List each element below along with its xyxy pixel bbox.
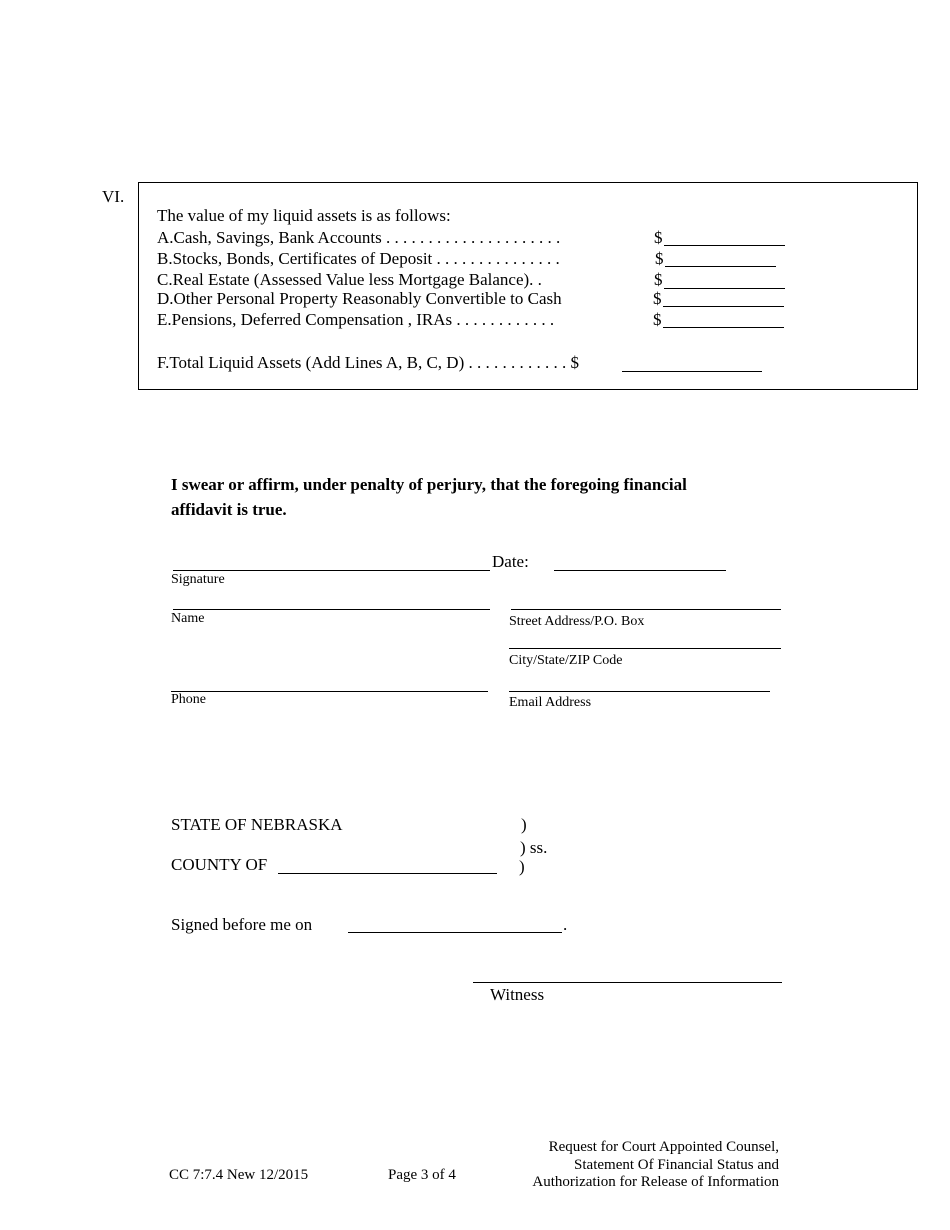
email-label: Email Address	[509, 695, 592, 710]
signed-before-label: Signed before me on	[171, 915, 313, 934]
line-d-currency: $	[653, 289, 662, 308]
city-state-zip-label: City/State/ZIP Code	[509, 653, 623, 668]
date-label: Date:	[492, 552, 529, 571]
line-f-label: F.Total Liquid Assets (Add Lines A, B, C, D) . . . . . . . . . . . . $	[157, 353, 579, 372]
footer-title-line-1: Request for Court Appointed Counsel,	[548, 1139, 779, 1155]
phone-field[interactable]	[171, 691, 488, 692]
footer-title-line-3: Authorization for Release of Information	[532, 1174, 779, 1190]
footer-form-id: CC 7:7.4 New 12/2015	[169, 1167, 309, 1183]
county-label: COUNTY OF	[171, 855, 268, 874]
line-b-amount-field[interactable]	[665, 266, 776, 267]
oath-line-1: I swear or affirm, under penalty of perjury, that the foregoing financial	[171, 475, 687, 494]
line-a-label: A.Cash, Savings, Bank Accounts . . . . . . . . . . . . . . . . . . . . .	[157, 228, 561, 247]
line-c-label: C.Real Estate (Assessed Value less Mortgage Balance). .	[157, 270, 542, 289]
witness-label: Witness	[490, 985, 545, 1004]
venue-paren-3: )	[519, 857, 525, 876]
email-field[interactable]	[509, 691, 770, 692]
venue-ss: ) ss.	[520, 838, 548, 857]
line-e-label: E.Pensions, Deferred Compensation , IRAs . . . . . . . . . . . .	[157, 310, 555, 329]
line-d-label: D.Other Personal Property Reasonably Convertible to Cash	[157, 289, 562, 308]
footer-page-number: Page 3 of 4	[388, 1167, 456, 1183]
street-address-label: Street Address/P.O. Box	[509, 614, 645, 629]
name-field[interactable]	[173, 609, 490, 610]
footer-title-line-2: Statement Of Financial Status and	[574, 1157, 779, 1173]
county-field[interactable]	[278, 873, 497, 874]
venue-paren-1: )	[521, 815, 527, 834]
phone-label: Phone	[171, 692, 206, 707]
city-state-zip-field[interactable]	[509, 648, 781, 649]
line-e-currency: $	[653, 310, 662, 329]
date-field[interactable]	[554, 570, 726, 571]
line-c-currency: $	[654, 270, 663, 289]
line-d-amount-field[interactable]	[663, 306, 784, 307]
name-label: Name	[171, 611, 205, 626]
street-address-field[interactable]	[511, 609, 781, 610]
liquid-assets-intro: The value of my liquid assets is as follows:	[157, 206, 451, 225]
signed-date-field[interactable]	[348, 932, 562, 933]
signature-label: Signature	[171, 572, 225, 587]
signature-field[interactable]	[173, 570, 490, 571]
oath-line-2: affidavit is true.	[171, 500, 287, 519]
line-e-amount-field[interactable]	[663, 327, 784, 328]
signed-period: .	[563, 915, 568, 934]
line-a-amount-field[interactable]	[664, 245, 785, 246]
line-c-amount-field[interactable]	[664, 288, 785, 289]
line-a-currency: $	[654, 228, 663, 247]
section-number: VI.	[102, 187, 125, 206]
state-label: STATE OF NEBRASKA	[171, 815, 343, 834]
line-b-currency: $	[655, 249, 664, 268]
line-b-label: B.Stocks, Bonds, Certificates of Deposit . . . . . . . . . . . . . . .	[157, 249, 560, 268]
line-f-total-field[interactable]	[622, 371, 762, 372]
witness-signature-field[interactable]	[473, 982, 782, 983]
